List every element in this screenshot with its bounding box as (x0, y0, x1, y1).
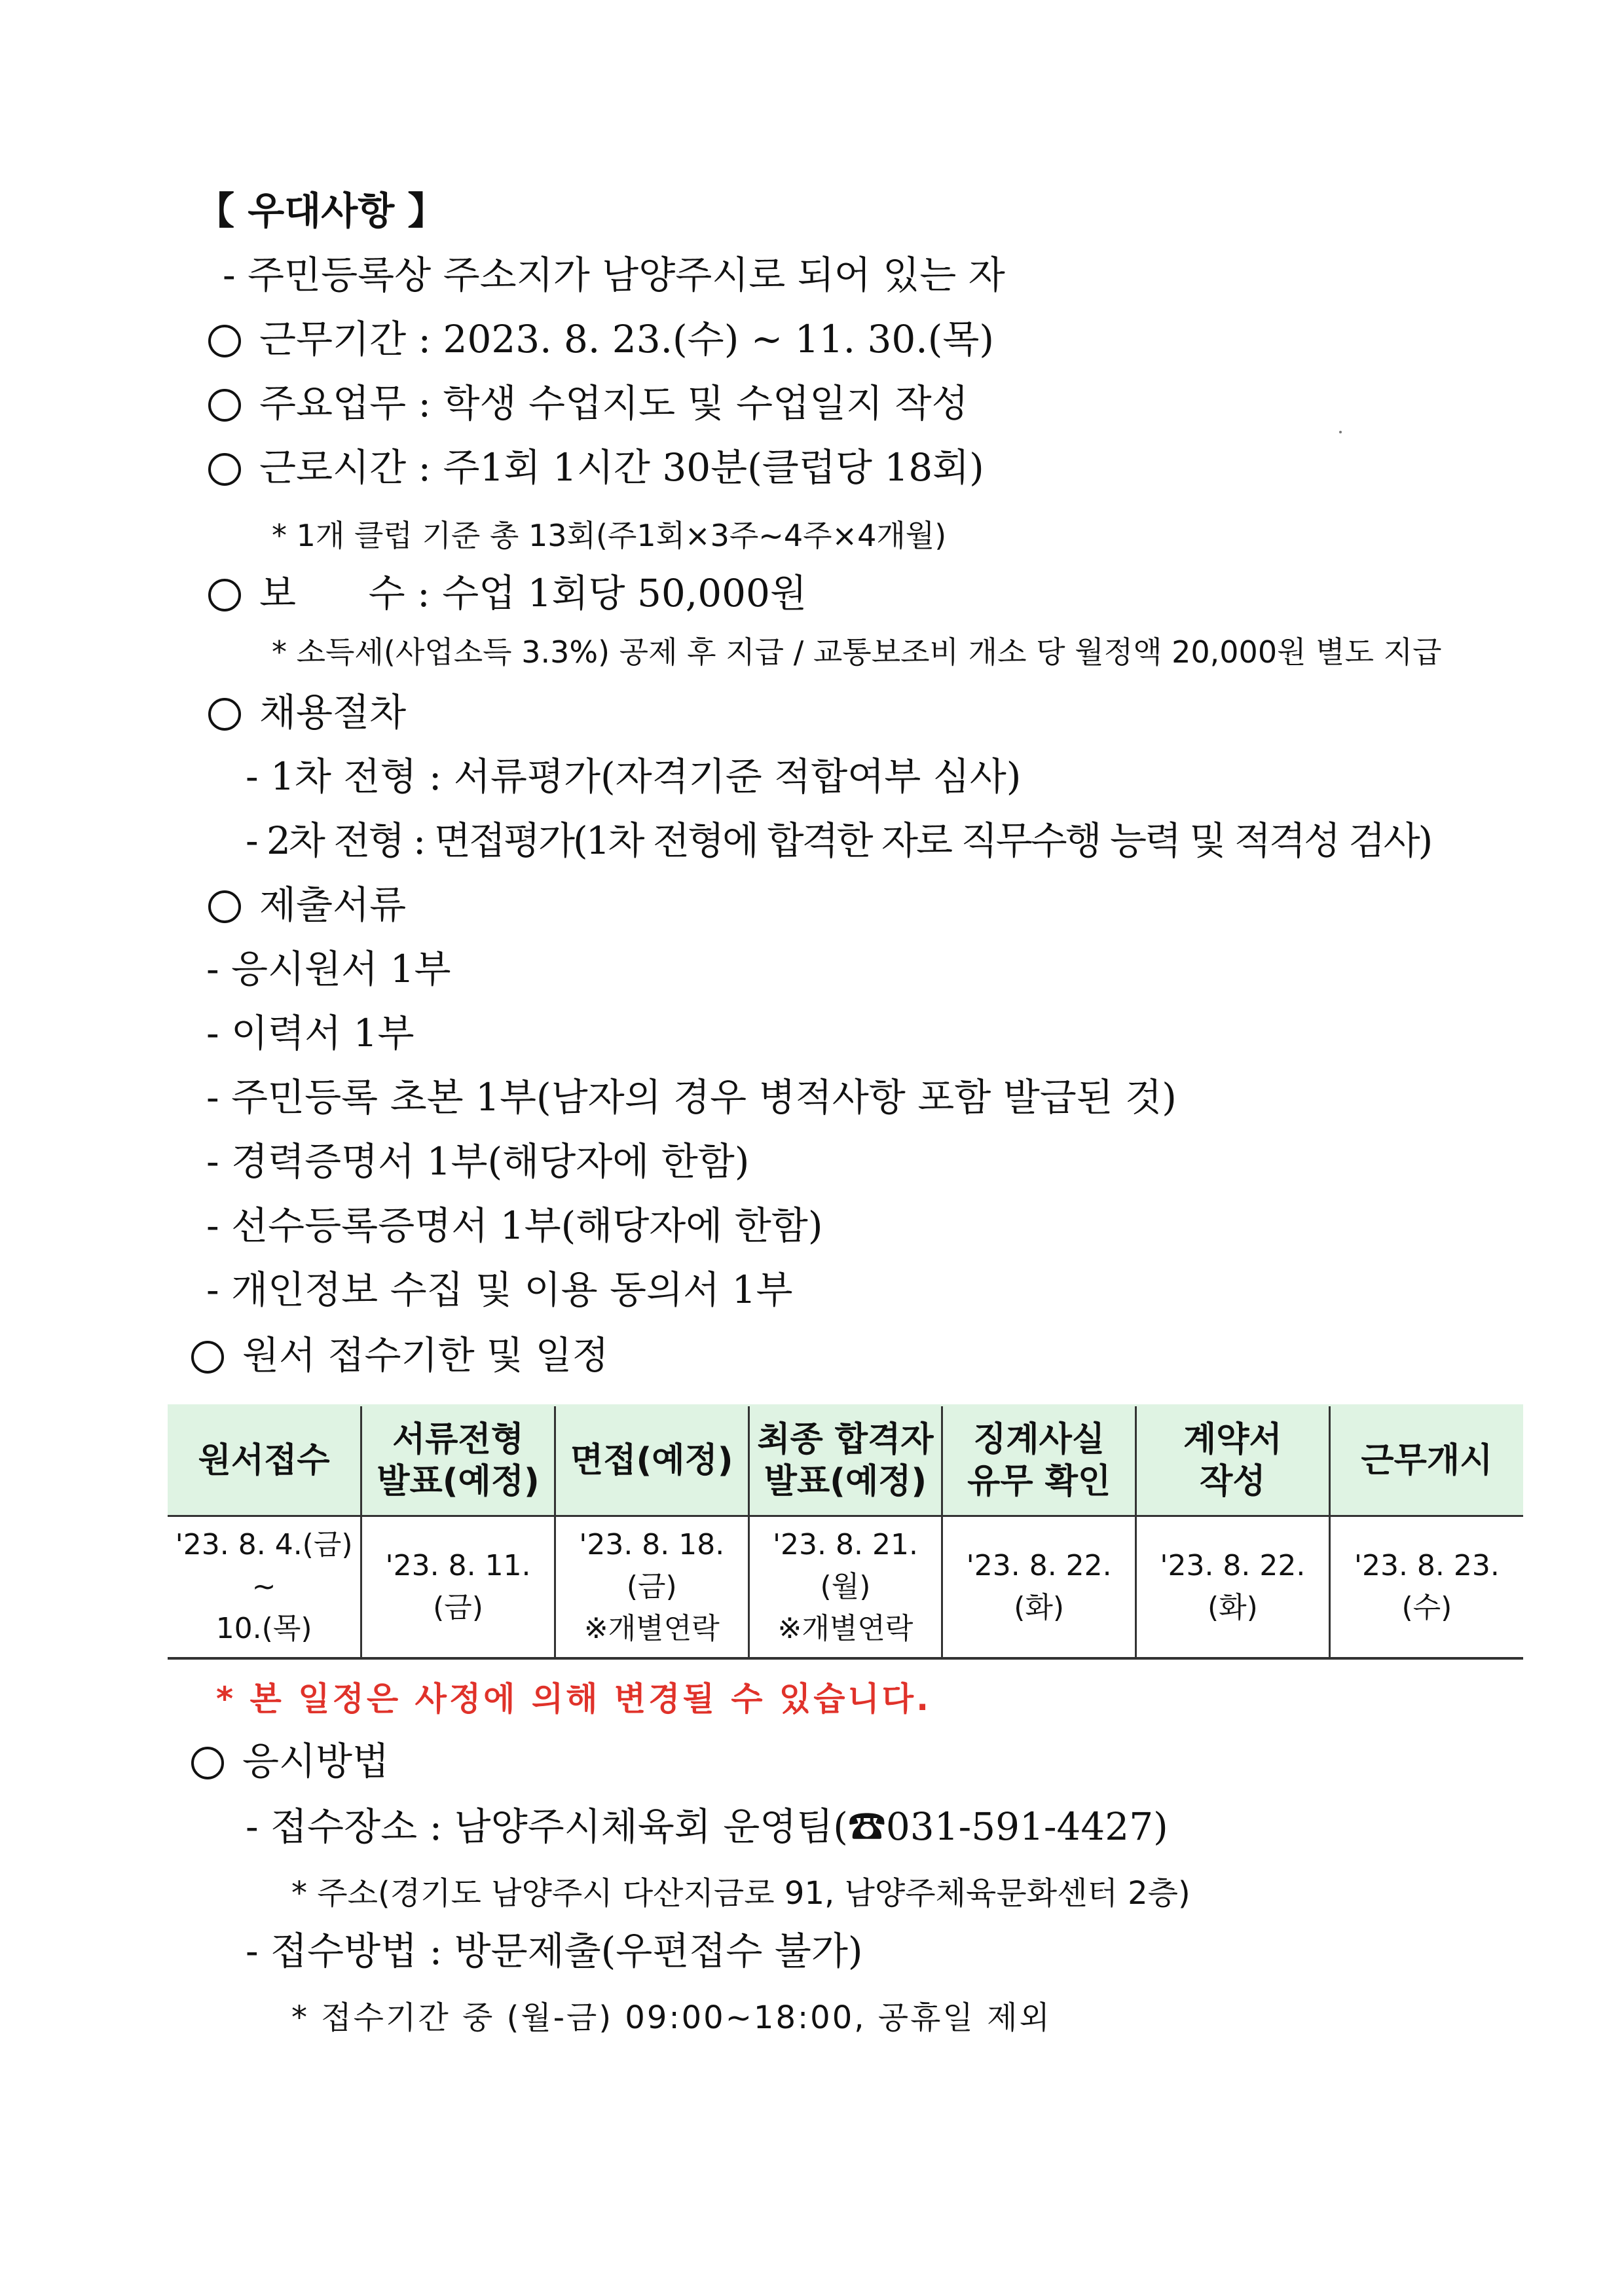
schedule-date-cell: '23. 8. 11.(금) (361, 1516, 555, 1659)
circle-bullet-icon (208, 325, 241, 357)
circle-bullet-icon (191, 1341, 224, 1374)
schedule-date-cell: '23. 8. 21.(월) ※개별연락 (748, 1516, 942, 1659)
hiring-step: - 1차 전형 : 서류평가(자격기준 적합여부 심사) (246, 754, 1022, 799)
main-duties-label: 주요업무 (259, 381, 407, 426)
schedule-header-cell: 징계사실 유무 확인 (942, 1406, 1136, 1516)
schedule-date-cell: '23. 8. 23.(수) (1329, 1516, 1523, 1659)
work-period-value: 2023. 8. 23.(수) ~ 11. 30.(목) (443, 317, 994, 361)
schedule-notice: * 본 일정은 사정에 의해 변경될 수 있습니다. (216, 1680, 932, 1718)
document-item: - 경력증명서 1부(해당자에 한함) (206, 1139, 750, 1184)
work-hours-note: * 1개 클럽 기준 총 13회(주1회×3주~4주×4개월) (272, 518, 947, 553)
application-address: * 주소(경기도 남양주시 다산지금로 91, 남양주체육문화센터 2층) (291, 1875, 1190, 1912)
hiring-process-row (208, 686, 406, 738)
schedule-header-cell: 계약서 작성 (1136, 1406, 1330, 1516)
schedule-header-cell: 최종 합격자 발표(예정) (748, 1406, 942, 1516)
application-method: - 접수방법 : 방문제출(우편접수 불가) (246, 1929, 863, 1973)
pay-row: 보 수 : 수업 1회당 50,000원 (208, 567, 807, 619)
main-duties-row: 주요업무 : 학생 수업지도 및 수업일지 작성 (208, 377, 969, 429)
schedule-heading: 원서 접수기한 및 일정 (242, 1333, 609, 1377)
schedule-header-row (168, 1406, 1523, 1516)
application-place: - 접수장소 : 남양주시체육회 운영팀(☎031-591-4427) (246, 1804, 1168, 1849)
pay-label: 보 수 (259, 571, 405, 615)
documents-row (208, 879, 406, 931)
circle-bullet-icon (208, 579, 241, 611)
schedule-table (168, 1404, 1523, 1660)
document-item: - 개인정보 수집 및 이용 동의서 1부 (206, 1267, 793, 1312)
application-row (191, 1735, 389, 1787)
circle-bullet-icon (208, 453, 241, 486)
circle-bullet-icon (191, 1747, 224, 1779)
document-item: - 이력서 1부 (206, 1011, 415, 1055)
document-item: - 주민등록 초본 1부(남자의 경우 병적사항 포함 발급된 것) (206, 1075, 1177, 1120)
document-item: - 응시원서 1부 (206, 947, 451, 991)
schedule-date-cell: '23. 8. 22.(화) (942, 1516, 1136, 1659)
schedule-row (191, 1329, 609, 1381)
application-hours: * 접수기간 중 (월-금) 09:00~18:00, 공휴일 제외 (291, 1999, 1052, 2036)
scan-artifact (1339, 431, 1342, 433)
schedule-header-cell: 면접(예정) (555, 1406, 748, 1516)
pay-note: * 소득세(사업소득 3.3%) 공제 후 지급 / 교통보조비 개소 당 월정액 20,000원 별도 지급 (272, 634, 1442, 670)
work-period-label: 근무기간 (259, 317, 407, 361)
application-heading: 응시방법 (242, 1739, 390, 1783)
hiring-step: - 2차 전형 : 면접평가(1차 전형에 합격한 자로 직무수행 능력 및 적격성 검사) (246, 818, 1431, 863)
work-hours-row: 근로시간 : 주1회 1시간 30분(클럽당 18회) (208, 441, 984, 494)
benefits-heading: 【 우대사항 】 (196, 189, 446, 233)
hiring-process-heading: 채용절차 (259, 690, 407, 735)
schedule-header-cell: 원서접수 (168, 1406, 361, 1516)
schedule-header-cell: 근무개시 (1329, 1406, 1523, 1516)
circle-bullet-icon (208, 389, 241, 422)
work-hours-label: 근로시간 (259, 445, 407, 490)
document-item: - 선수등록증명서 1부(해당자에 한함) (206, 1203, 823, 1248)
circle-bullet-icon (208, 890, 241, 923)
main-duties-value: 학생 수업지도 및 수업일지 작성 (443, 381, 969, 426)
schedule-date-row (168, 1516, 1523, 1659)
work-period-row: 근무기간 : 2023. 8. 23.(수) ~ 11. 30.(목) (208, 313, 994, 365)
schedule-date-cell: '23. 8. 22.(화) (1136, 1516, 1330, 1659)
circle-bullet-icon (208, 698, 241, 731)
pay-value: 수업 1회당 50,000원 (442, 571, 807, 615)
work-hours-value: 주1회 1시간 30분(클럽당 18회) (443, 445, 984, 490)
schedule-header-cell: 서류전형 발표(예정) (361, 1406, 555, 1516)
schedule-date-cell: '23. 8. 18.(금) ※개별연락 (555, 1516, 748, 1659)
benefits-item: - 주민등록상 주소지가 남양주시로 되어 있는 자 (223, 253, 1005, 297)
documents-heading: 제출서류 (259, 883, 407, 927)
schedule-date-cell: '23. 8. 4.(금) ~ 10.(목) (168, 1516, 361, 1659)
